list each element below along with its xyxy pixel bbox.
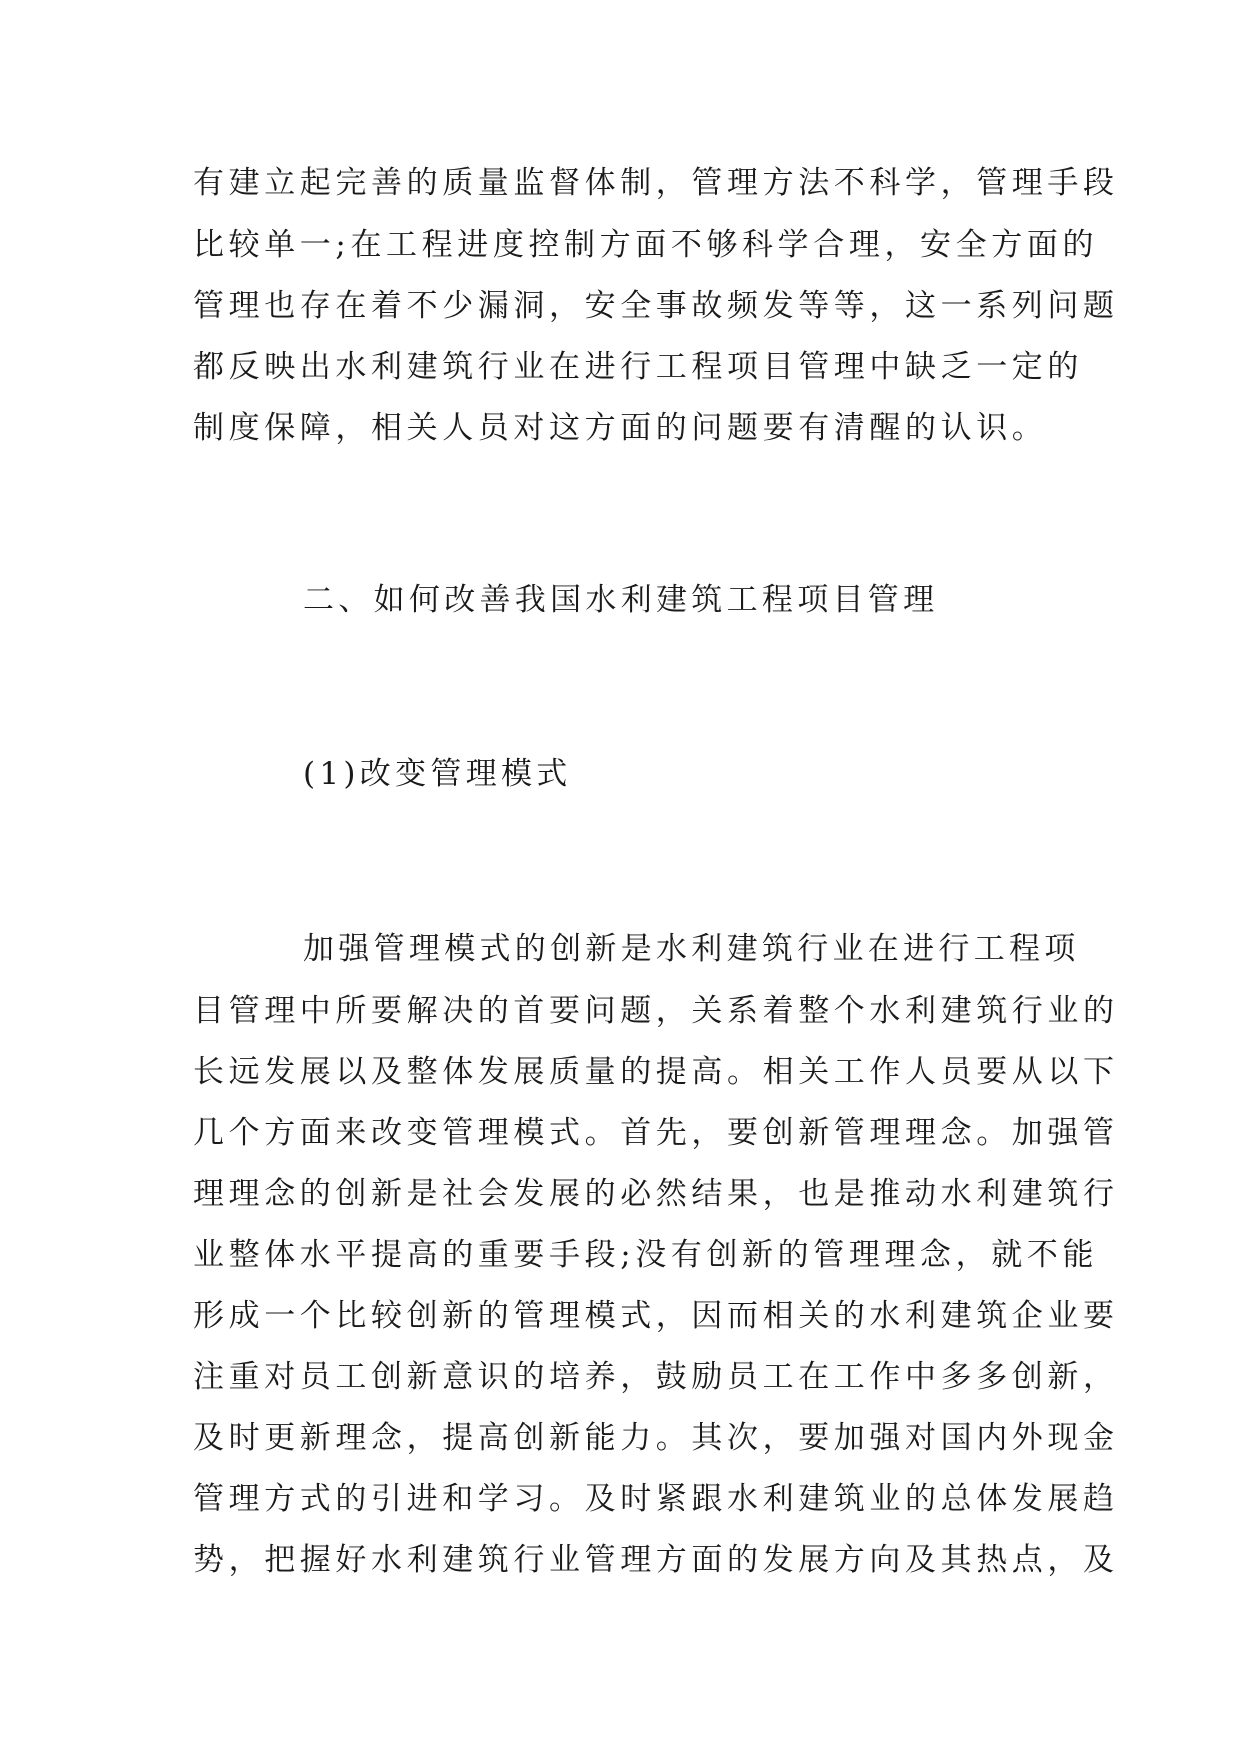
- paragraph-2-line: 长远发展以及整体发展质量的提高。相关工作人员要从以下: [193, 1054, 1119, 1090]
- paragraph-1-line: 都反映出水利建筑行业在进行工程项目管理中缺乏一定的: [193, 349, 1083, 385]
- paragraph-1-line: 管理也存在着不少漏洞，安全事故频发等等，这一系列问题: [193, 288, 1119, 324]
- paragraph-2-line: 形成一个比较创新的管理模式，因而相关的水利建筑企业要: [193, 1298, 1119, 1334]
- paragraph-1-line: 有建立起完善的质量监督体制，管理方法不科学，管理手段: [193, 165, 1119, 201]
- paragraph-2-line: 势，把握好水利建筑行业管理方面的发展方向及其热点，及: [193, 1542, 1119, 1578]
- paragraph-1-line: 比较单一;在工程进度控制方面不够科学合理，安全方面的: [193, 227, 1099, 263]
- paragraph-2-line: 及时更新理念，提高创新能力。其次，要加强对国内外现金: [193, 1420, 1119, 1456]
- paragraph-2-line: 目管理中所要解决的首要问题，关系着整个水利建筑行业的: [193, 993, 1119, 1029]
- paragraph-2-line: 管理方式的引进和学习。及时紧跟水利建筑业的总体发展趋: [193, 1481, 1119, 1517]
- section-heading: 二、如何改善我国水利建筑工程项目管理: [303, 582, 939, 618]
- paragraph-2-line: 几个方面来改变管理模式。首先，要创新管理理念。加强管: [193, 1115, 1119, 1151]
- paragraph-2-line: 理理念的创新是社会发展的必然结果，也是推动水利建筑行: [193, 1176, 1119, 1212]
- paragraph-2-line: 业整体水平提高的重要手段;没有创新的管理理念，就不能: [193, 1237, 1099, 1273]
- paragraph-2-line: 加强管理模式的创新是水利建筑行业在进行工程项: [303, 931, 1080, 967]
- subsection-heading: (1)改变管理模式: [303, 756, 572, 792]
- paragraph-2-line: 注重对员工创新意识的培养，鼓励员工在工作中多多创新，: [193, 1359, 1119, 1395]
- paragraph-1-line: 制度保障，相关人员对这方面的问题要有清醒的认识。: [193, 410, 1048, 446]
